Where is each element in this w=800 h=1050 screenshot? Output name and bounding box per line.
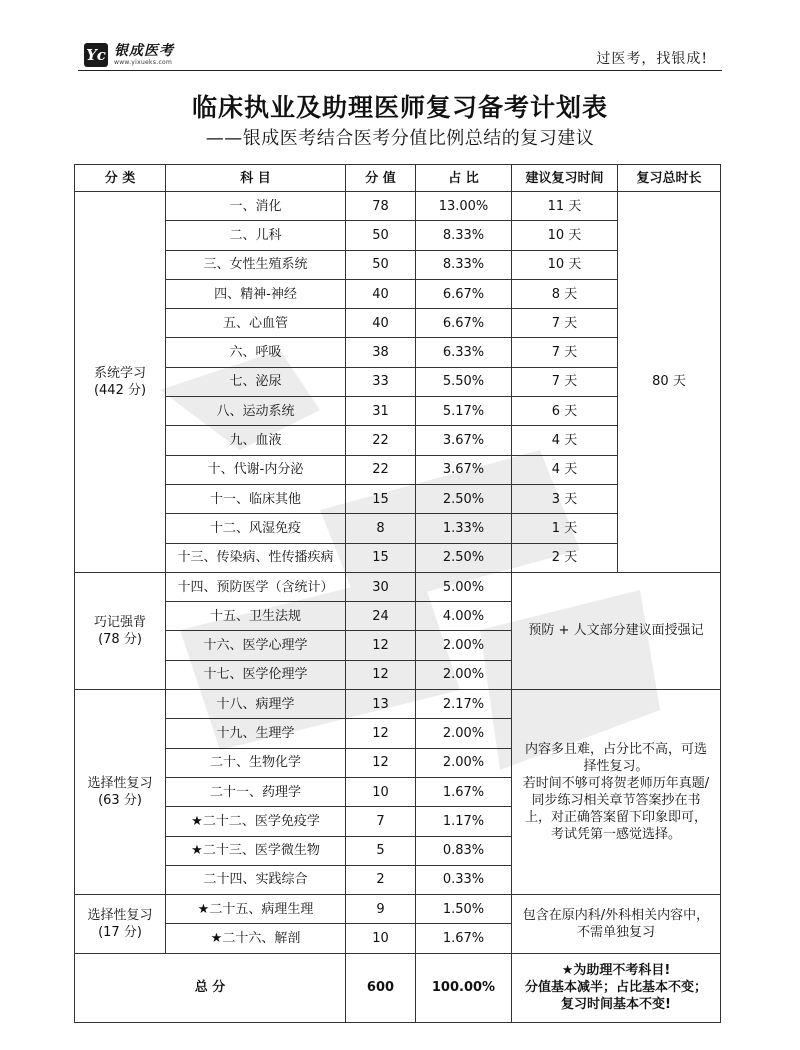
score-cell: 12 bbox=[346, 719, 416, 748]
subject-cell: 二十四、实践综合 bbox=[166, 865, 346, 894]
ratio-cell: 8.33% bbox=[416, 250, 512, 279]
note-line: 不需单独复习 bbox=[576, 924, 655, 940]
ratio-cell: 8.33% bbox=[416, 221, 512, 250]
header-category: 分 类 bbox=[75, 165, 166, 192]
subject-cell: 五、心血管 bbox=[166, 309, 346, 338]
score-cell: 38 bbox=[346, 338, 416, 367]
score-cell: 22 bbox=[346, 455, 416, 484]
subject-cell: 十九、生理学 bbox=[166, 719, 346, 748]
subject-cell: ★二十二、医学免疫学 bbox=[166, 807, 346, 836]
header-ratio: 占 比 bbox=[416, 165, 512, 192]
ratio-cell: 5.50% bbox=[416, 367, 512, 396]
header-subject: 科 目 bbox=[166, 165, 346, 192]
score-cell: 31 bbox=[346, 397, 416, 426]
subject-cell: 十五、卫生法规 bbox=[166, 602, 346, 631]
subject-cell: 二、儿科 bbox=[166, 221, 346, 250]
category-name: 选择性复习 bbox=[87, 907, 153, 923]
subject-cell: 十、代谢-内分泌 bbox=[166, 455, 346, 484]
category-name: 巧记强背 bbox=[93, 614, 146, 630]
subject-cell: 八、运动系统 bbox=[166, 397, 346, 426]
score-cell: 50 bbox=[346, 221, 416, 250]
note-line: 上，对正确答案留下印象即可， bbox=[524, 810, 707, 826]
ratio-cell: 2.50% bbox=[416, 543, 512, 572]
note-line: 复习时间基本不变! bbox=[561, 997, 671, 1013]
subject-cell: 六、呼吸 bbox=[166, 338, 346, 367]
ratio-cell: 0.33% bbox=[416, 865, 512, 894]
ratio-cell: 13.00% bbox=[416, 192, 512, 221]
time-cell: 1 天 bbox=[512, 514, 618, 543]
category-cell bbox=[75, 192, 166, 573]
category-score: (78 分) bbox=[98, 631, 142, 647]
note-line: 择性复习。 bbox=[583, 759, 649, 775]
ratio-cell: 1.67% bbox=[416, 924, 512, 953]
header-score: 分 值 bbox=[346, 165, 416, 192]
subject-cell: 七、泌尿 bbox=[166, 367, 346, 396]
subject-cell: 二十、生物化学 bbox=[166, 748, 346, 777]
header-divider bbox=[78, 70, 722, 71]
score-cell: 12 bbox=[346, 660, 416, 689]
note-line: 考试凭第一感觉选择。 bbox=[550, 827, 681, 843]
score-cell: 33 bbox=[346, 367, 416, 396]
time-cell: 6 天 bbox=[512, 397, 618, 426]
ratio-cell: 5.17% bbox=[416, 397, 512, 426]
ratio-cell: 2.00% bbox=[416, 660, 512, 689]
group-note bbox=[512, 895, 721, 954]
subject-cell: ★二十三、医学微生物 bbox=[166, 836, 346, 865]
time-cell: 7 天 bbox=[512, 338, 618, 367]
ratio-cell: 3.67% bbox=[416, 426, 512, 455]
ratio-cell: 1.67% bbox=[416, 777, 512, 806]
category-score: (442 分) bbox=[93, 382, 147, 398]
category-score: (17 分) bbox=[98, 924, 142, 940]
table-row bbox=[75, 895, 721, 924]
score-cell: 15 bbox=[346, 484, 416, 513]
ratio-cell: 6.67% bbox=[416, 279, 512, 308]
total-duration-cell: 80 天 bbox=[618, 192, 721, 573]
note-line: 若时间不够可将贺老师历年真题/ bbox=[522, 776, 710, 792]
page-title: 临床执业及助理医师复习备考计划表 bbox=[191, 93, 608, 122]
score-cell: 50 bbox=[346, 250, 416, 279]
table-row bbox=[75, 690, 721, 719]
time-cell: 3 天 bbox=[512, 484, 618, 513]
subject-cell: 十八、病理学 bbox=[166, 690, 346, 719]
slogan: 过医考，找银成! bbox=[596, 51, 708, 67]
logo-url: www.yixueks.com bbox=[114, 59, 173, 66]
logo-text bbox=[114, 43, 174, 67]
score-cell: 9 bbox=[346, 895, 416, 924]
study-plan-table bbox=[74, 164, 721, 1023]
subject-cell: 三、女性生殖系统 bbox=[166, 250, 346, 279]
total-ratio: 100.00% bbox=[416, 953, 512, 1022]
ratio-cell: 2.00% bbox=[416, 748, 512, 777]
header-suggested-time: 建议复习时间 bbox=[512, 165, 618, 192]
category-name: 选择性复习 bbox=[87, 776, 153, 792]
score-cell: 78 bbox=[346, 192, 416, 221]
score-cell: 10 bbox=[346, 924, 416, 953]
table-header-row bbox=[75, 165, 721, 192]
score-cell: 12 bbox=[346, 631, 416, 660]
category-cell bbox=[75, 690, 166, 895]
subject-cell: 十六、医学心理学 bbox=[166, 631, 346, 660]
header-total-duration: 复习总时长 bbox=[618, 165, 721, 192]
ratio-cell: 1.33% bbox=[416, 514, 512, 543]
ratio-cell: 2.50% bbox=[416, 484, 512, 513]
group-note bbox=[512, 690, 721, 895]
ratio-cell: 2.00% bbox=[416, 719, 512, 748]
total-score: 600 bbox=[346, 953, 416, 1022]
subject-cell: 十二、风湿免疫 bbox=[166, 514, 346, 543]
note-line: 分值基本减半；占比基本不变； bbox=[524, 980, 707, 996]
subject-cell: 十一、临床其他 bbox=[166, 484, 346, 513]
score-cell: 40 bbox=[346, 279, 416, 308]
logo-mark-icon: Yc bbox=[84, 43, 108, 67]
category-cell bbox=[75, 895, 166, 954]
category-score: (63 分) bbox=[98, 793, 142, 809]
score-cell: 22 bbox=[346, 426, 416, 455]
subject-cell: 二十一、药理学 bbox=[166, 777, 346, 806]
total-row bbox=[75, 953, 721, 1022]
ratio-cell: 3.67% bbox=[416, 455, 512, 484]
table-row bbox=[75, 192, 721, 221]
ratio-cell: 6.33% bbox=[416, 338, 512, 367]
category-name: 系统学习 bbox=[93, 365, 146, 381]
score-cell: 13 bbox=[346, 690, 416, 719]
subject-cell: 十七、医学伦理学 bbox=[166, 660, 346, 689]
ratio-cell: 2.17% bbox=[416, 690, 512, 719]
note-line: 内容多且难，占分比不高，可选 bbox=[524, 742, 707, 758]
category-cell bbox=[75, 572, 166, 689]
subject-cell: ★二十五、病理生理 bbox=[166, 895, 346, 924]
time-cell: 7 天 bbox=[512, 309, 618, 338]
time-cell: 4 天 bbox=[512, 455, 618, 484]
score-cell: 7 bbox=[346, 807, 416, 836]
time-cell: 4 天 bbox=[512, 426, 618, 455]
ratio-cell: 6.67% bbox=[416, 309, 512, 338]
note-line: ★为助理不考科目! bbox=[561, 963, 671, 979]
ratio-cell: 1.50% bbox=[416, 895, 512, 924]
score-cell: 2 bbox=[346, 865, 416, 894]
subject-cell: 十三、传染病、性传播疾病 bbox=[166, 543, 346, 572]
subject-cell: ★二十六、解剖 bbox=[166, 924, 346, 953]
score-cell: 12 bbox=[346, 748, 416, 777]
score-cell: 8 bbox=[346, 514, 416, 543]
table-row bbox=[75, 572, 721, 601]
score-cell: 24 bbox=[346, 602, 416, 631]
time-cell: 11 天 bbox=[512, 192, 618, 221]
note-line: 包含在原内科/外科相关内容中， bbox=[522, 907, 710, 923]
time-cell: 8 天 bbox=[512, 279, 618, 308]
score-cell: 15 bbox=[346, 543, 416, 572]
brand-logo bbox=[84, 40, 174, 70]
score-cell: 30 bbox=[346, 572, 416, 601]
group-note: 预防 + 人文部分建议面授强记 bbox=[512, 572, 721, 689]
subject-cell: 十四、预防医学（含统计） bbox=[166, 572, 346, 601]
total-note bbox=[512, 953, 721, 1022]
note-line: 同步练习相关章节答案抄在书 bbox=[531, 793, 701, 809]
logo-name: 银成医考 bbox=[114, 43, 174, 59]
time-cell: 7 天 bbox=[512, 367, 618, 396]
score-cell: 5 bbox=[346, 836, 416, 865]
score-cell: 40 bbox=[346, 309, 416, 338]
ratio-cell: 0.83% bbox=[416, 836, 512, 865]
ratio-cell: 1.17% bbox=[416, 807, 512, 836]
ratio-cell: 4.00% bbox=[416, 602, 512, 631]
total-label: 总 分 bbox=[75, 953, 346, 1022]
page-subtitle: ——银成医考结合医考分值比例总结的复习建议 bbox=[205, 128, 595, 149]
score-cell: 10 bbox=[346, 777, 416, 806]
subject-cell: 一、消化 bbox=[166, 192, 346, 221]
subject-cell: 九、血液 bbox=[166, 426, 346, 455]
time-cell: 10 天 bbox=[512, 250, 618, 279]
time-cell: 2 天 bbox=[512, 543, 618, 572]
subject-cell: 四、精神-神经 bbox=[166, 279, 346, 308]
ratio-cell: 2.00% bbox=[416, 631, 512, 660]
time-cell: 10 天 bbox=[512, 221, 618, 250]
ratio-cell: 5.00% bbox=[416, 572, 512, 601]
